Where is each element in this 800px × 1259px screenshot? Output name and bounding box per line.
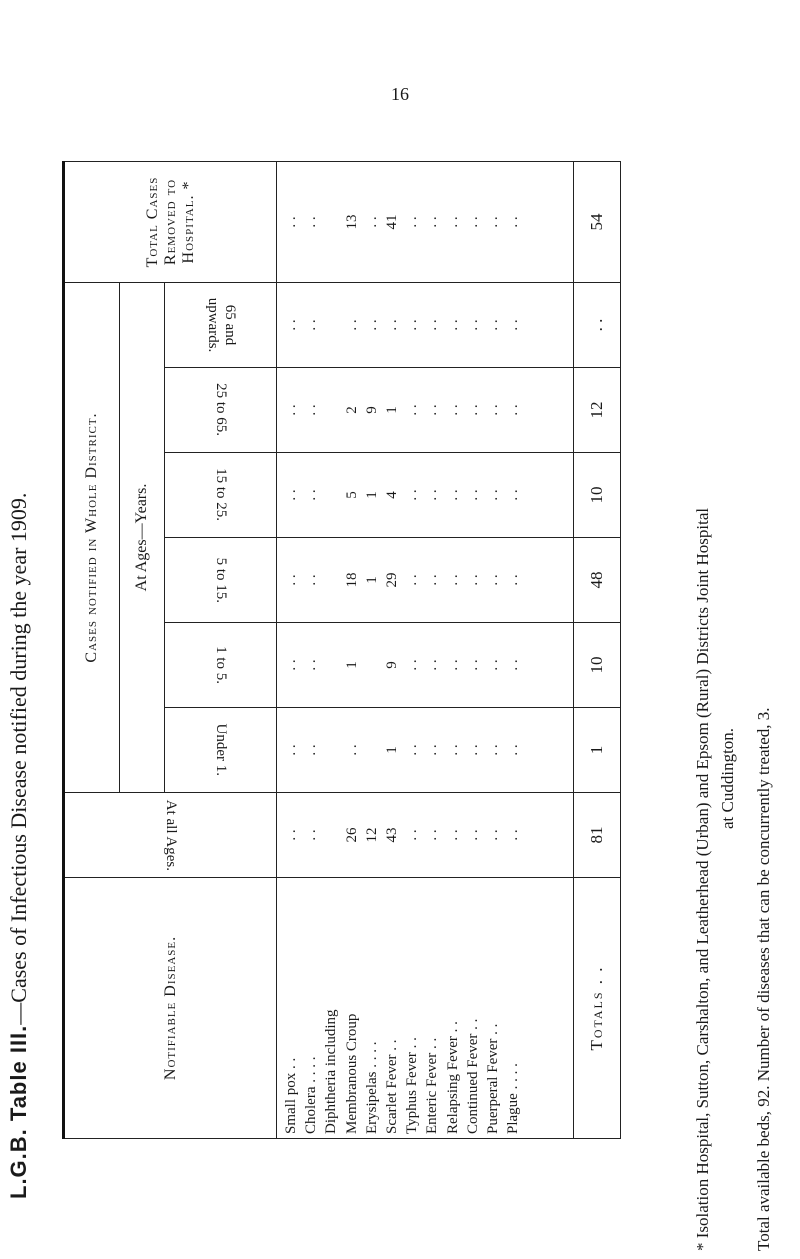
col-5-to-15 xyxy=(277,538,574,623)
page-number: 16 xyxy=(391,84,409,104)
footnote-isolation: * Isolation Hospital, Sutton, Carshalton, and Leatherhead (Urban) and Epsom (Rural) Districts Joint Hospital xyxy=(693,507,712,1251)
header-25-to-65: 25 to 65. xyxy=(165,368,277,453)
total-1-to-5: 10 xyxy=(574,623,621,708)
table-cell: 26 xyxy=(343,827,360,843)
table-cell xyxy=(321,708,341,792)
table-cell: . . xyxy=(283,404,299,416)
table-cell: . . xyxy=(505,744,522,756)
disease-name: Puerperal Fever . . xyxy=(484,1023,501,1134)
table-cell: . . xyxy=(404,659,421,671)
table-cell: . . xyxy=(444,319,461,331)
total-15-to-25: 10 xyxy=(574,453,621,538)
table-cell: . . xyxy=(363,319,380,331)
table-cell xyxy=(321,368,341,452)
table-cell: 9 xyxy=(383,661,400,669)
disease-name: Membranous Croup xyxy=(343,1013,360,1134)
disease-name: Enteric Fever . . xyxy=(424,1037,441,1134)
table-cell: . . xyxy=(444,574,461,586)
footnote-beds: Total available beds, 92. Number of diseases that can be concurrently treated, 3. xyxy=(754,707,773,1251)
table-title xyxy=(6,493,32,1199)
header-65-up: 65 and upwards. xyxy=(165,283,277,368)
table-cell xyxy=(321,623,341,707)
table-cell xyxy=(321,162,341,282)
col-all-ages xyxy=(277,793,574,878)
header-at-ages: At Ages—Years. xyxy=(120,283,165,793)
table-cell: . . xyxy=(464,489,481,501)
title-rest: —Cases of Infectious Disease notified during the year 1909. xyxy=(6,492,31,1025)
table-cell: . . xyxy=(303,829,320,841)
table-cell: 12 xyxy=(363,827,380,843)
table-cell: . . xyxy=(343,744,360,756)
table-cell: . . xyxy=(505,829,522,841)
table-cell: . . xyxy=(303,744,320,756)
table-cell: . . xyxy=(303,574,320,586)
disease-name: Plague . . . . xyxy=(505,1063,522,1134)
table-cell: . . xyxy=(404,829,421,841)
total-25-to-65: 12 xyxy=(574,368,621,453)
table-cell: . . xyxy=(505,489,522,501)
table-cell: . . xyxy=(404,404,421,416)
table-cell: . . xyxy=(464,659,481,671)
disease-name: Continued Fever . . xyxy=(464,1018,481,1134)
disease-name: Cholera . . . . xyxy=(303,1056,320,1134)
disease-name: Erysipelas . . . . xyxy=(363,1041,380,1134)
total-all-ages: 81 xyxy=(574,793,621,878)
col-removed xyxy=(277,162,574,283)
table-cell xyxy=(362,623,382,707)
table-cell: . . xyxy=(444,489,461,501)
totals-label: Totals . . xyxy=(574,878,621,1139)
table-cell: . . xyxy=(464,216,481,228)
disease-name: Scarlet Fever . . xyxy=(383,1039,400,1134)
table-cell: . . xyxy=(505,319,522,331)
header-under-1: Under 1. xyxy=(165,708,277,793)
table-cell: . . xyxy=(444,744,461,756)
col-15-to-25 xyxy=(277,453,574,538)
table-cell: 43 xyxy=(383,827,400,843)
table-cell: . . xyxy=(424,744,441,756)
table-cell: . . xyxy=(424,659,441,671)
table-cell: . . xyxy=(484,574,501,586)
table-cell: . . xyxy=(303,319,320,331)
table-cell: . . xyxy=(484,216,501,228)
table-cell: . . xyxy=(424,216,441,228)
total-5-to-15: 48 xyxy=(574,538,621,623)
table-cell xyxy=(321,283,341,367)
table-cell: . . xyxy=(404,319,421,331)
disease-name: Diphtheria including xyxy=(323,1009,340,1134)
table-cell: . . xyxy=(283,574,299,586)
table-cell: . . xyxy=(363,216,380,228)
header-cases-notified: Cases notified in Whole District. xyxy=(64,283,120,793)
table-cell: . . xyxy=(505,574,522,586)
disease-name: Typhus Fever . . xyxy=(404,1037,421,1134)
table-cell: . . xyxy=(444,404,461,416)
disease-name: Relapsing Fever . . xyxy=(444,1021,461,1134)
table-cell: 1 xyxy=(383,746,400,754)
disease-names xyxy=(277,878,574,1139)
table-cell: 1 xyxy=(363,576,380,584)
table-cell: . . xyxy=(484,404,501,416)
table-cell: . . xyxy=(444,216,461,228)
table-cell: . . xyxy=(303,659,320,671)
table-cell: . . xyxy=(484,829,501,841)
table-cell: . . xyxy=(464,744,481,756)
table-cell: . . xyxy=(444,659,461,671)
table-cell: . . xyxy=(464,829,481,841)
table-cell: . . xyxy=(484,659,501,671)
table-cell: . . xyxy=(484,319,501,331)
table-cell: . . xyxy=(464,319,481,331)
table-cell: . . xyxy=(464,574,481,586)
table-cell: . . xyxy=(424,319,441,331)
title-prefix: L.G.B. Table III. xyxy=(6,1024,31,1199)
total-65-up: . . xyxy=(574,283,621,368)
table-cell: . . xyxy=(283,829,299,841)
table-cell: . . xyxy=(283,489,299,501)
table-cell: 13 xyxy=(343,214,360,230)
table-cell: . . xyxy=(303,489,320,501)
table-cell xyxy=(321,453,341,537)
table-cell: . . xyxy=(464,404,481,416)
table-cell: . . xyxy=(505,659,522,671)
total-under-1: 1 xyxy=(574,708,621,793)
col-65-up xyxy=(277,283,574,368)
table-cell: 2 xyxy=(343,406,360,414)
table-cell: 29 xyxy=(383,572,400,588)
table-cell xyxy=(321,538,341,622)
table-cell: . . xyxy=(283,319,299,331)
table-cell: 1 xyxy=(383,406,400,414)
header-1-to-5: 1 to 5. xyxy=(165,623,277,708)
table-cell: . . xyxy=(424,829,441,841)
table-cell: . . xyxy=(343,319,360,331)
table-cell: 18 xyxy=(343,572,360,588)
table-cell: . . xyxy=(283,216,299,228)
header-5-to-15: 5 to 15. xyxy=(165,538,277,623)
table-cell: . . xyxy=(505,216,522,228)
total-removed: 54 xyxy=(574,162,621,283)
table-cell: . . xyxy=(424,404,441,416)
table-cell: . . xyxy=(444,829,461,841)
table-cell xyxy=(321,793,341,877)
table-cell: . . xyxy=(383,319,400,331)
table-cell: . . xyxy=(484,744,501,756)
table-cell: . . xyxy=(404,489,421,501)
table-cell: . . xyxy=(424,489,441,501)
header-all-ages: At all Ages. xyxy=(64,793,277,878)
table-cell: . . xyxy=(404,574,421,586)
header-15-to-25: 15 to 25. xyxy=(165,453,277,538)
disease-table xyxy=(62,161,621,1139)
header-total-removed: Total Cases Removed to Hospital. * xyxy=(64,162,277,283)
table-cell: . . xyxy=(303,216,320,228)
header-notifiable-disease: Notifiable Disease. xyxy=(64,878,277,1139)
table-cell: 1 xyxy=(343,661,360,669)
table-cell xyxy=(362,708,382,792)
col-25-to-65 xyxy=(277,368,574,453)
table-cell: 1 xyxy=(363,491,380,499)
table-cell: . . xyxy=(283,659,299,671)
table-cell: 9 xyxy=(363,406,380,414)
table-cell: . . xyxy=(505,404,522,416)
table-cell: 4 xyxy=(383,491,400,499)
col-under-1 xyxy=(277,708,574,793)
footnote-location: at Cuddington. xyxy=(718,727,737,829)
col-1-to-5 xyxy=(277,623,574,708)
table-cell: . . xyxy=(404,744,421,756)
table-cell: . . xyxy=(424,574,441,586)
table-cell: 5 xyxy=(343,491,360,499)
table-cell: 41 xyxy=(383,214,400,230)
table-cell: . . xyxy=(404,216,421,228)
table-cell: . . xyxy=(484,489,501,501)
disease-name: Small pox . . xyxy=(283,1057,299,1134)
table-cell: . . xyxy=(303,404,320,416)
table-cell: . . xyxy=(283,744,299,756)
